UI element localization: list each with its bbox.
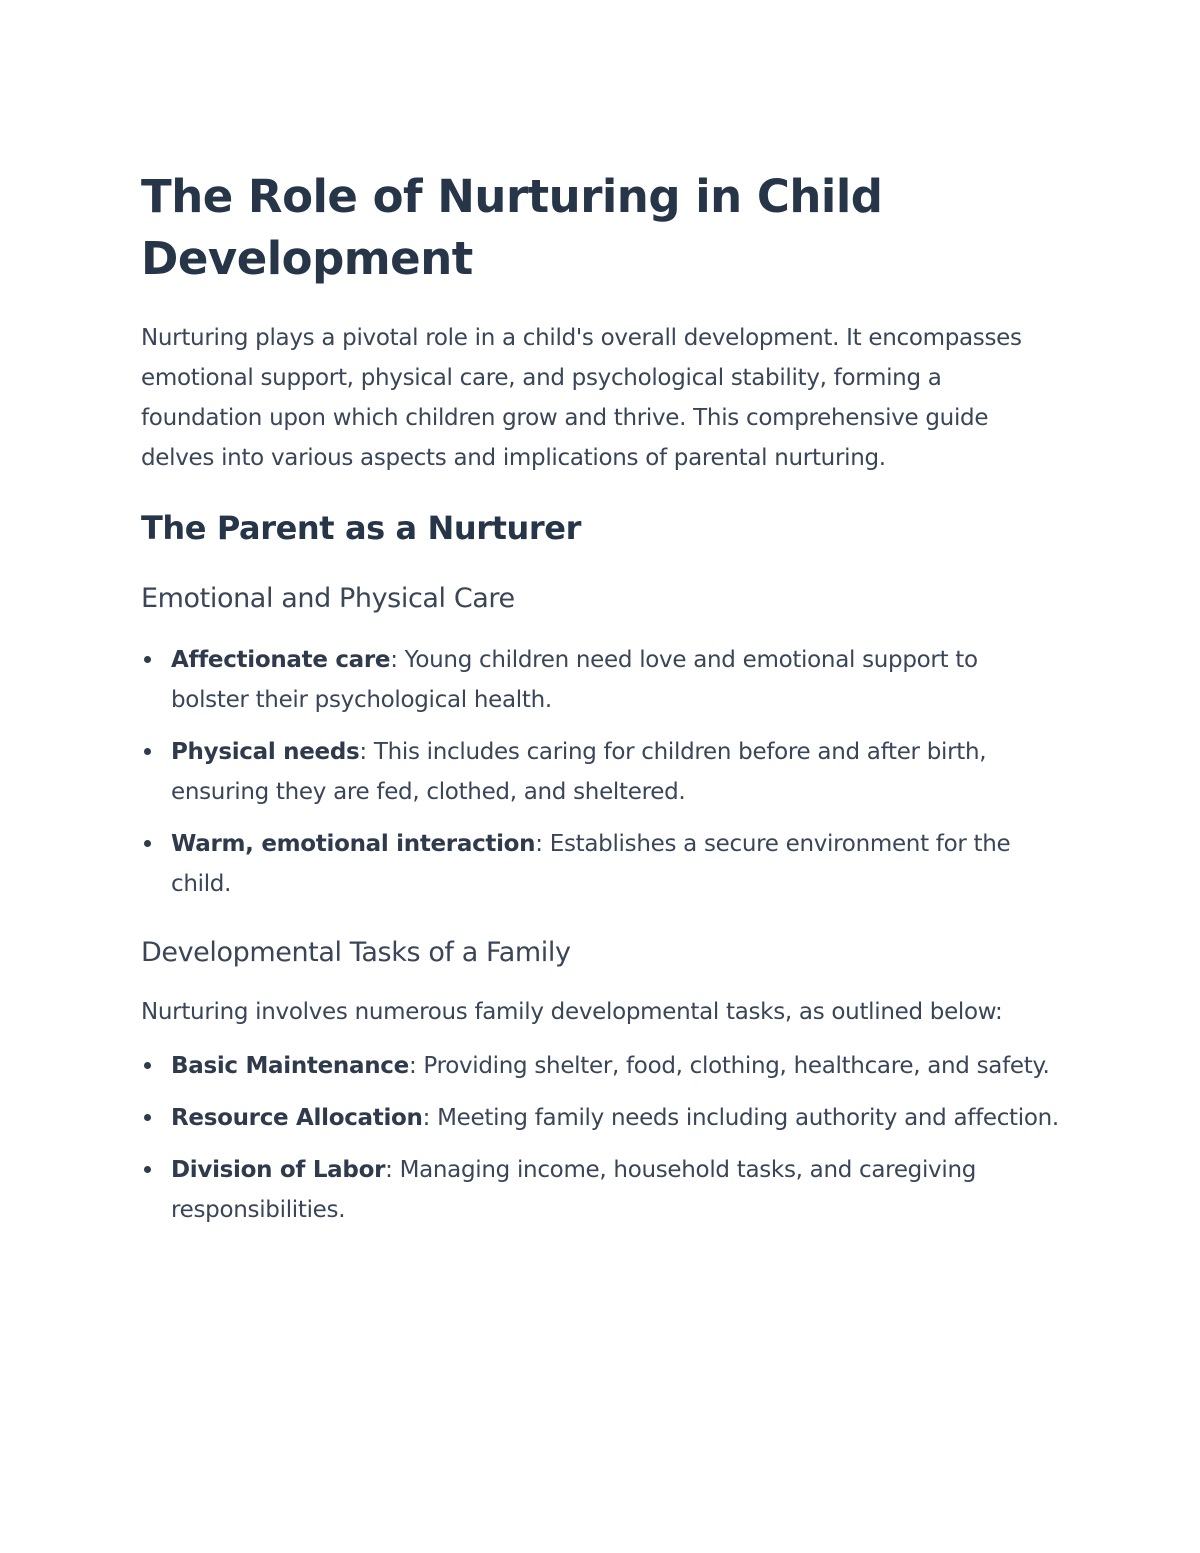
tasks-list xyxy=(141,1046,1060,1230)
list-item xyxy=(141,640,1060,720)
list-item-text: : Providing shelter, food, clothing, healthcare, and safety. xyxy=(408,1053,1050,1079)
intro-paragraph: Nurturing plays a pivotal role in a child's overall development. It encompasses emotional support, physical care, and psychological stability, forming a foundation upon which children grow and thrive. This comprehensive guide delves into various aspects and implications of parental nurturing. xyxy=(141,325,1022,471)
bullet-icon xyxy=(144,748,151,755)
bullet-icon xyxy=(144,656,151,663)
bullet-icon xyxy=(144,1166,151,1173)
bullet-icon xyxy=(144,1062,151,1069)
list-item xyxy=(141,824,1060,904)
list-item-text: : Managing income, household tasks, and caregiving responsibilities. xyxy=(171,1157,977,1223)
list-item-term: Basic Maintenance xyxy=(171,1053,409,1079)
care-list xyxy=(141,640,1060,904)
list-item-text: : This includes caring for children before and after birth, ensuring they are fed, clothed, and sheltered. xyxy=(171,739,987,805)
list-item-term: Resource Allocation xyxy=(171,1105,423,1131)
list-item-term: Division of Labor xyxy=(171,1157,386,1183)
list-item-text: : Establishes a secure environment for the child. xyxy=(171,831,1011,897)
section-heading: The Parent as a Nurturer xyxy=(141,509,581,547)
bullet-icon xyxy=(144,840,151,847)
list-item-term: Affectionate care xyxy=(171,647,391,673)
list-item xyxy=(141,1098,1060,1138)
list-item-term: Physical needs xyxy=(171,739,360,765)
subsection-heading-developmental-tasks: Developmental Tasks of a Family xyxy=(141,937,571,968)
page-title: The Role of Nurturing in Child Development xyxy=(141,170,883,285)
tasks-lead-paragraph: Nurturing involves numerous family developmental tasks, as outlined below: xyxy=(141,999,1003,1025)
list-item xyxy=(141,732,1060,812)
list-item-text: : Young children need love and emotional support to bolster their psychological health. xyxy=(171,647,978,713)
list-item-term: Warm, emotional interaction xyxy=(171,831,536,857)
bullet-icon xyxy=(144,1114,151,1121)
subsection-heading-emotional-physical-care: Emotional and Physical Care xyxy=(141,583,515,614)
list-item-text: : Meeting family needs including authority and affection. xyxy=(422,1105,1059,1131)
list-item xyxy=(141,1046,1060,1086)
list-item xyxy=(141,1150,1060,1230)
